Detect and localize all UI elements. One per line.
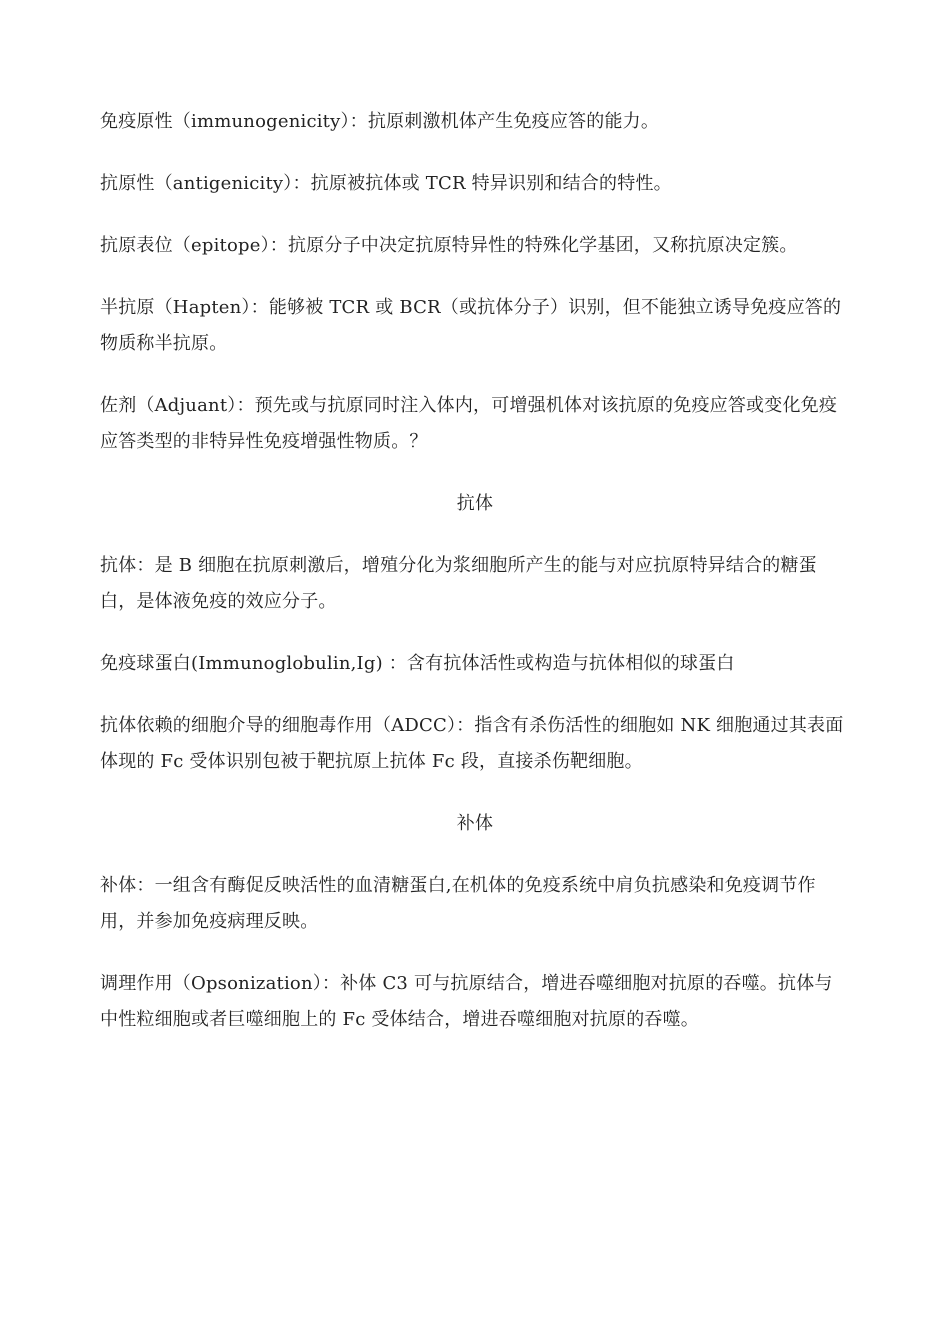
- paragraph-complement: 补体：一组含有酶促反映活性的血清糖蛋白,在机体的免疫系统中肩负抗感染和免疫调节作用，并参加免疫病理反映。: [100, 875, 816, 932]
- paragraph-opsonization: 调理作用（Opsonization）：补体 C3 可与抗原结合，增进吞噬细胞对抗原的吞噬。抗体与中性粒细胞或者巨噬细胞上的 Fc 受体结合，增进吞噬细胞对抗原的吞噬。: [100, 973, 833, 1030]
- paragraph-immunogenicity: 免疫原性（immunogenicity）：抗原刺激机体产生免疫应答的能力。: [100, 111, 660, 132]
- paragraph-adjuvant: 佐剂（Adjuant）：预先或与抗原同时注入体内，可增强机体对该抗原的免疫应答或变化免疫应答类型的非特异性免疫增强性物质。？: [100, 395, 838, 452]
- section-heading-complement: 补体: [456, 813, 494, 834]
- paragraph-immunoglobulin: 免疫球蛋白(Immunoglobulin,Ig) ：含有抗体活性或构造与抗体相似的球蛋白: [100, 653, 735, 674]
- paragraph-antigenicity: 抗原性（antigenicity）：抗原被抗体或 TCR 特异识别和结合的特性。: [100, 173, 672, 194]
- paragraph-hapten: 半抗原（Hapten）：能够被 TCR 或 BCR（或抗体分子）识别，但不能独立诱导免疫应答的物质称半抗原。: [100, 297, 842, 354]
- paragraph-adcc: 抗体依赖的细胞介导的细胞毒作用（ADCC）：指含有杀伤活性的细胞如 NK 细胞通过其表面体现的 Fc 受体识别包被于靶抗原上抗体 Fc 段，直接杀伤靶细胞。: [100, 715, 844, 772]
- paragraph-epitope: 抗原表位（epitope）：抗原分子中决定抗原特异性的特殊化学基团，又称抗原决定簇。: [100, 235, 798, 256]
- paragraph-antibody: 抗体：是 B 细胞在抗原刺激后，增殖分化为浆细胞所产生的能与对应抗原特异结合的糖蛋白，是体液免疫的效应分子。: [100, 555, 817, 612]
- section-heading-antibody: 抗体: [456, 493, 494, 514]
